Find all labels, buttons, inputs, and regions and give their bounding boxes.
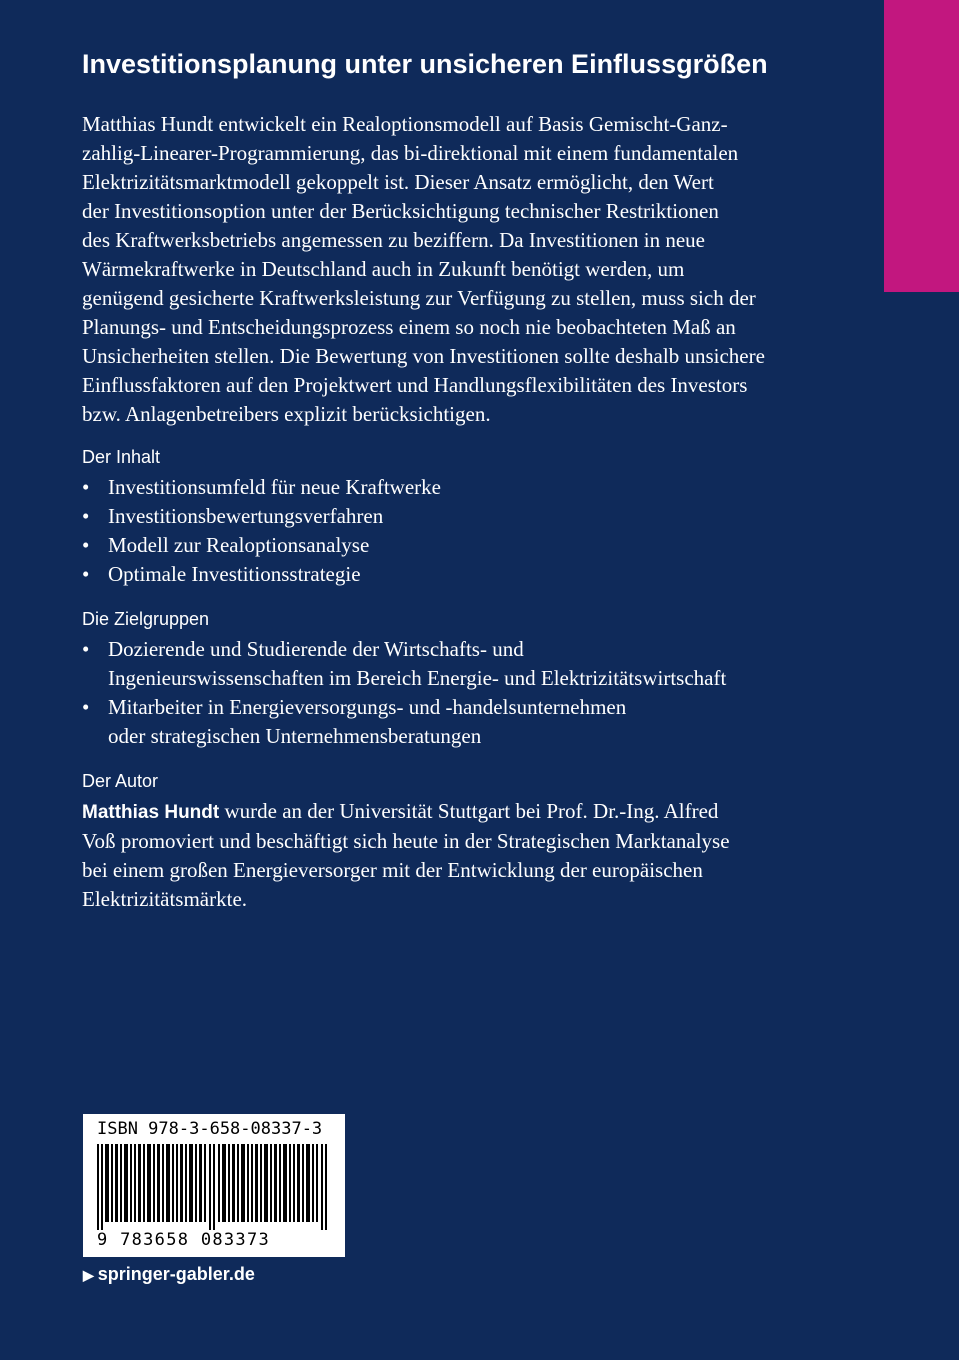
description-line: Elektrizitätsmarktmodell gekoppelt ist. Dieser Ansatz ermöglicht, den Wert xyxy=(82,170,714,194)
list-item-line: Dozierende und Studierende der Wirtschafts- und xyxy=(108,637,524,661)
bullet-icon: • xyxy=(82,504,90,528)
section-heading-zielgruppen: Die Zielgruppen xyxy=(82,609,210,629)
list-item-line: oder strategischen Unternehmensberatungen xyxy=(108,724,482,748)
description-line: Planungs- und Entscheidungsprozess einem so noch nie beobachteten Maß an xyxy=(82,315,736,339)
description-line: zahlig-Linearer-Programmierung, das bi-direktional mit einem fundamentalen xyxy=(82,141,739,165)
section-heading-autor: Der Autor xyxy=(82,771,159,791)
isbn-barcode-box xyxy=(83,1114,345,1257)
author-line xyxy=(82,797,812,827)
isbn-label: ISBN 978-3-658-08337-3 xyxy=(97,1119,323,1139)
author-name: Matthias Hundt xyxy=(82,802,220,823)
description-line: des Kraftwerksbetriebs angemessen zu beziffern. Da Investitionen in neue xyxy=(82,228,705,252)
description-line: Matthias Hundt entwickelt ein Realoptionsmodell auf Basis Gemischt-Ganz- xyxy=(82,112,728,136)
description-line: bzw. Anlagenbetreibers explizit berücksichtigen. xyxy=(82,402,491,426)
description-line: Einflussfaktoren auf den Projektwert und Handlungsflexibilitäten des Investors xyxy=(82,373,748,397)
book-title: Investitionsplanung unter unsicheren Einflussgrößen xyxy=(82,49,768,79)
author-line: bei einem großen Energieversorger mit der Entwicklung der europäischen xyxy=(82,858,703,882)
list-item-line: Ingenieurswissenschaften im Bereich Energie- und Elektrizitätswirtschaft xyxy=(108,666,727,690)
barcode-digits: 9 783658 083373 xyxy=(97,1230,271,1250)
website-link[interactable]: springer-gabler.de xyxy=(97,1264,255,1284)
description-paragraph xyxy=(82,110,812,429)
section-heading-inhalt: Der Inhalt xyxy=(82,447,161,467)
bullet-icon: • xyxy=(82,475,90,499)
bullet-icon: • xyxy=(82,533,90,557)
arrow-right-icon: ▶ xyxy=(83,1267,94,1283)
list-item-text: Investitionsumfeld für neue Kraftwerke xyxy=(108,475,441,499)
author-line: Elektrizitätsmärkte. xyxy=(82,887,248,911)
description-line: der Investitionsoption unter der Berücksichtigung technischer Restriktionen xyxy=(82,199,719,223)
list-item-text: Optimale Investitionsstrategie xyxy=(108,562,361,586)
description-line: Unsicherheiten stellen. Die Bewertung von Investitionen sollte deshalb unsichere xyxy=(82,344,765,368)
author-line-text: wurde an der Universität Stuttgart bei Prof. Dr.-Ing. Alfred xyxy=(219,799,719,823)
bullet-icon: • xyxy=(82,695,90,719)
magenta-accent-tab xyxy=(884,0,959,292)
list-item-text xyxy=(108,635,726,693)
list-item-line: Mitarbeiter in Energieversorgungs- und -handelsunternehmen xyxy=(108,695,627,719)
bullet-icon: • xyxy=(82,637,90,661)
list-item-text: Modell zur Realoptionsanalyse xyxy=(108,533,370,557)
publisher-website[interactable] xyxy=(83,1262,255,1287)
barcode-icon xyxy=(97,1144,331,1230)
list-item-text xyxy=(108,693,626,751)
list-item-text: Investitionsbewertungsverfahren xyxy=(108,504,384,528)
bullet-icon: • xyxy=(82,562,90,586)
author-paragraph xyxy=(82,797,812,914)
description-line: Wärmekraftwerke in Deutschland auch in Zukunft benötigt werden, um xyxy=(82,257,685,281)
description-line: genügend gesicherte Kraftwerksleistung zur Verfügung zu stellen, muss sich der xyxy=(82,286,756,310)
author-line: Voß promoviert und beschäftigt sich heute in der Strategischen Marktanalyse xyxy=(82,829,730,853)
